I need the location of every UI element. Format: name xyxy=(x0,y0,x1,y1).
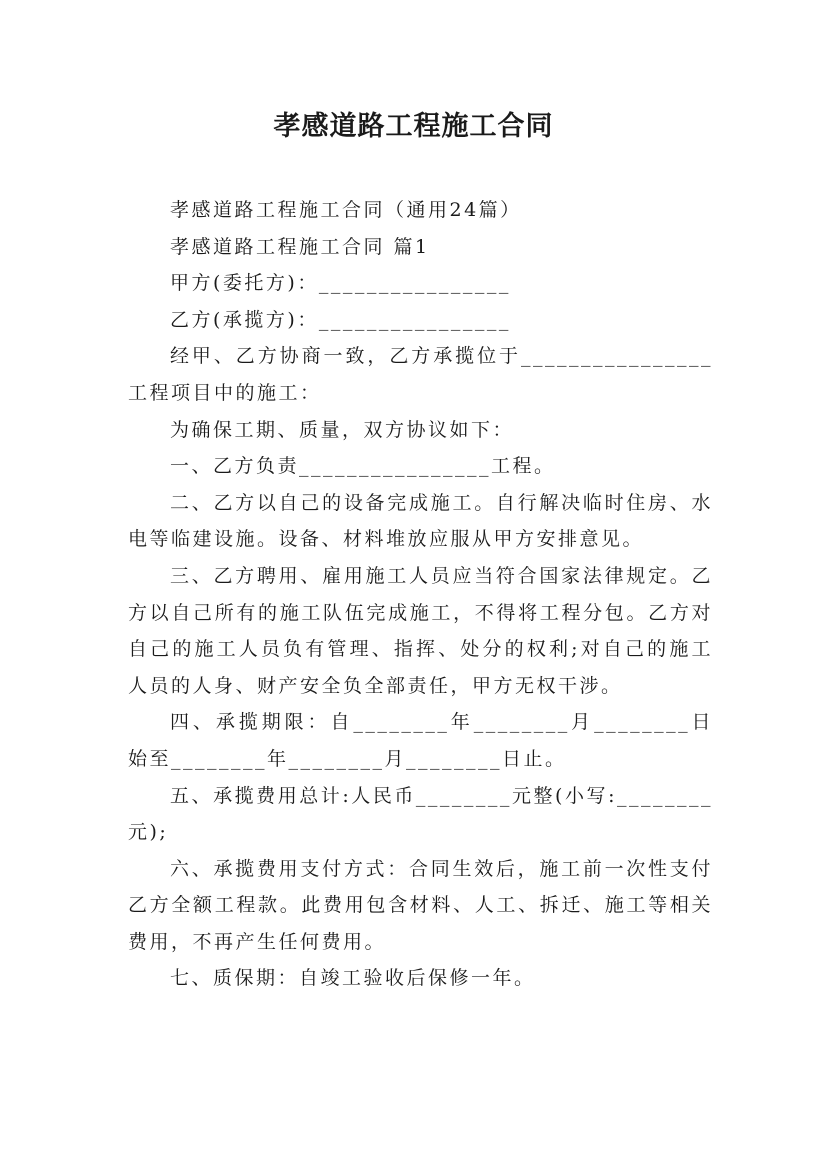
clause-4: 四、承揽期限：自________年________月________日始至________年________月________日止。 xyxy=(128,711,713,770)
paragraph-party-b: 乙方(承揽方)：________________ xyxy=(170,308,511,331)
paragraph-party-a: 甲方(委托方)：________________ xyxy=(170,272,511,295)
clause-6: 六、承揽费用支付方式：合同生效后，施工前一次性支付乙方全额工程款。此费用包含材料、人工、拆迁、施工等相关费用，不再产生任何费用。 xyxy=(128,857,713,953)
clause-5: 五、承揽费用总计:人民币________元整(小写:________元); xyxy=(128,784,713,844)
paragraph-agreement-intro: 经甲、乙方协商一致，乙方承揽位于________________工程项目中的施工： xyxy=(128,345,713,404)
document-body xyxy=(128,192,713,997)
paragraph-chapter-heading: 孝感道路工程施工合同 篇1 xyxy=(170,235,430,258)
clause-2: 二、乙方以自己的设备完成施工。自行解决临时住房、水电等临建设施。设备、材料堆放应服从甲方安排意见。 xyxy=(128,491,713,551)
clause-3: 三、乙方聘用、雇用施工人员应当符合国家法律规定。乙方以自己所有的施工队伍完成施工，不得将工程分包。乙方对自己的施工人员负有管理、指挥、处分的权利;对自己的施工人员的人身、财产安全负全部责任，甲方无权干涉。 xyxy=(128,564,713,697)
clause-7: 七、质保期：自竣工验收后保修一年。 xyxy=(170,967,536,990)
paragraph-subtitle: 孝感道路工程施工合同（通用24篇） xyxy=(170,199,522,221)
document-title: 孝感道路工程施工合同 xyxy=(273,111,554,142)
clause-1: 一、乙方负责________________工程。 xyxy=(170,455,556,478)
paragraph-terms-intro: 为确保工期、质量，双方协议如下： xyxy=(170,418,515,441)
